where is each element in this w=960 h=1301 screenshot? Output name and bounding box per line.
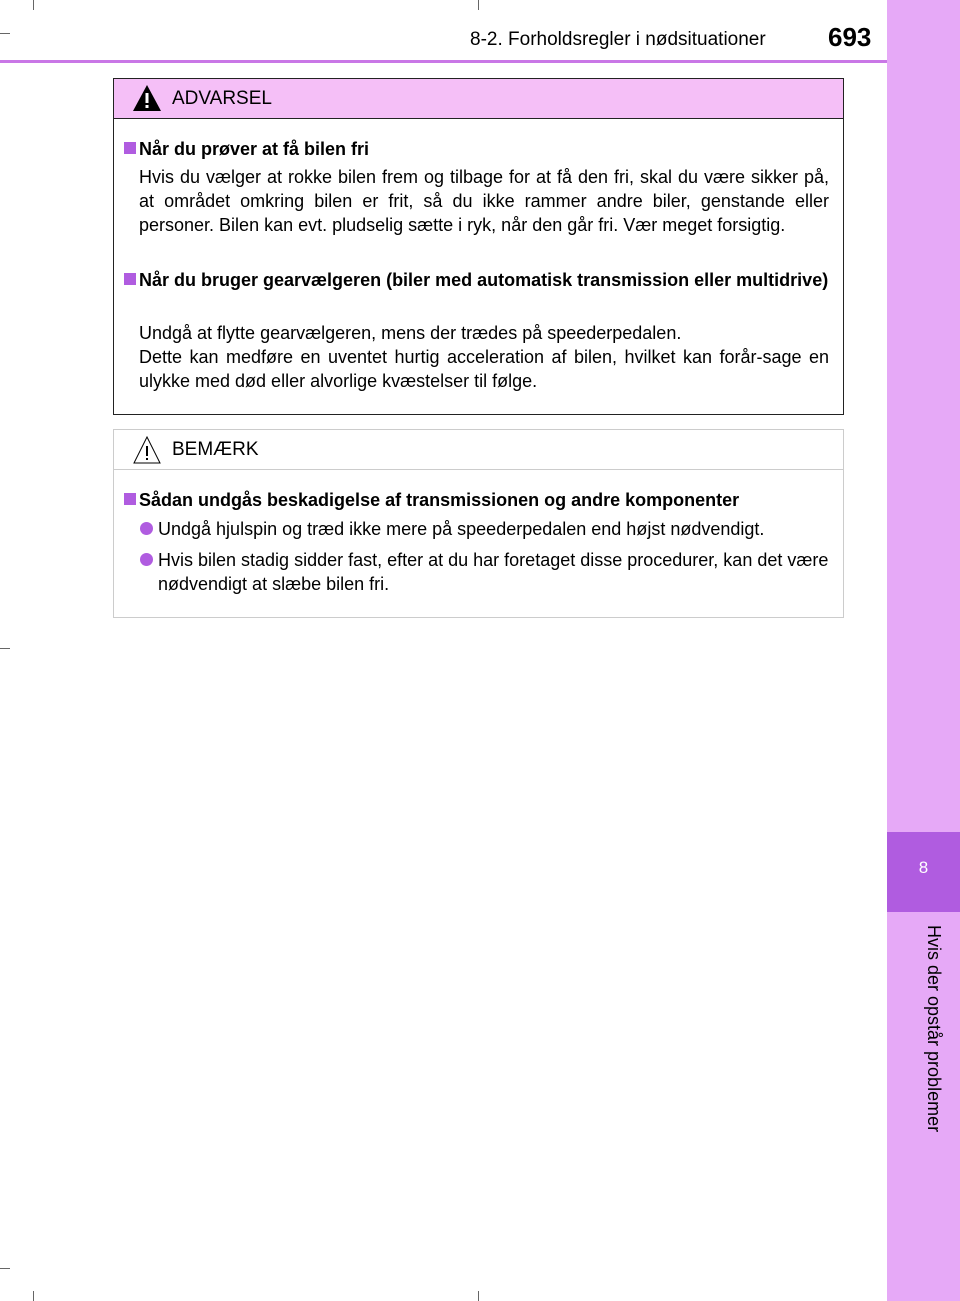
- warning-header: [114, 79, 843, 119]
- crop-mark: [478, 0, 479, 10]
- crop-mark: [0, 1268, 10, 1269]
- heading-text: Når du prøver at få bilen fri: [139, 139, 370, 159]
- warning-item-heading: [124, 137, 835, 161]
- list-item-text: Undgå hjulspin og træd ikke mere på speederpedalen end højst nødvendigt.: [158, 519, 765, 539]
- heading-text: Sådan undgås beskadigelse af transmissionen og andre komponenter: [139, 490, 740, 510]
- page-number: 693: [828, 22, 872, 52]
- round-bullet-icon: [140, 553, 153, 566]
- crop-mark: [33, 0, 34, 10]
- list-item-text: Hvis bilen stadig sidder fast, efter at du har foretaget disse procedurer, kan det være nødvendigt at slæbe bilen fri.: [158, 550, 829, 594]
- list-item: [140, 548, 835, 596]
- crop-mark: [0, 648, 10, 649]
- warning-item-text: Hvis du vælger at rokke bilen frem og tilbage for at få den fri, skal du være sikker på, at området omkring bilen er frit, så du ikke rammer andre biler, genstande eller personer. Bilen kan evt. pludselig sætte i ryk, når den går fri. Vær meget forsigtig.: [139, 167, 829, 235]
- notice-box: [113, 429, 844, 618]
- square-bullet-icon: [124, 142, 136, 154]
- round-bullet-icon: [140, 522, 153, 535]
- warning-box: [113, 78, 844, 415]
- list-item: [140, 517, 835, 541]
- square-bullet-icon: [124, 493, 136, 505]
- warning-item-text: Dette kan medføre en uventet hurtig acceleration af bilen, hvilket kan forår-sage en ulykke med død eller alvorlige kvæstelser til følge.: [139, 347, 829, 391]
- caution-outline-icon: [132, 435, 162, 465]
- chapter-number-block: [887, 832, 960, 912]
- crop-mark: [0, 33, 10, 34]
- square-bullet-icon: [124, 273, 136, 285]
- chapter-title: Hvis der opstår problemer: [924, 925, 944, 1133]
- notice-heading: [124, 488, 835, 512]
- warning-item-text: Undgå at flytte gearvælgeren, mens der trædes på speederpedalen.: [139, 323, 682, 343]
- warning-item-heading: [124, 268, 835, 292]
- notice-title: BEMÆRK: [172, 439, 259, 460]
- heading-text: Når du bruger gearvælgeren (biler med automatisk transmission eller multidrive): [139, 270, 829, 290]
- chapter-number: 8: [918, 858, 929, 877]
- notice-header: [114, 430, 843, 470]
- section-title: 8-2. Forholdsregler i nødsituationer: [470, 29, 766, 50]
- header-rule: [0, 60, 887, 63]
- crop-mark: [478, 1291, 479, 1301]
- crop-mark: [33, 1291, 34, 1301]
- warning-icon: [132, 84, 162, 112]
- warning-title: ADVARSEL: [172, 88, 272, 109]
